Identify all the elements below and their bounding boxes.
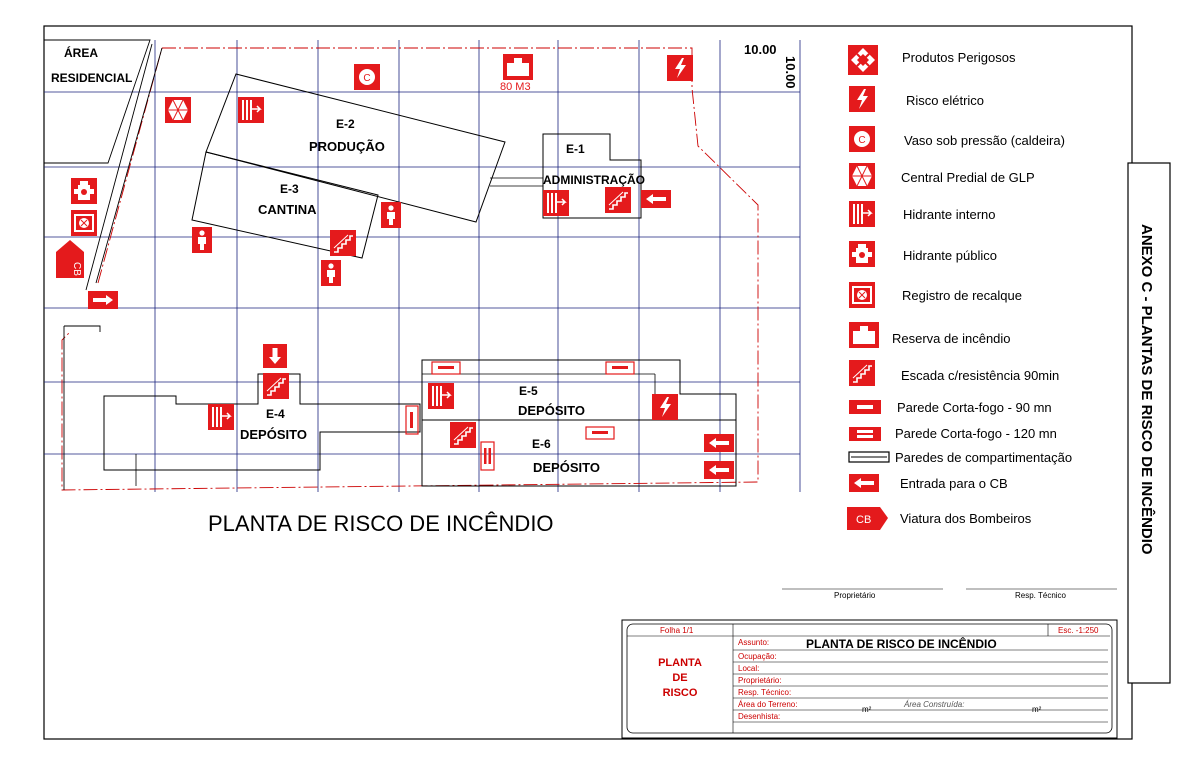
building-code: E-6	[532, 437, 551, 451]
building-name: PRODUÇÃO	[309, 139, 385, 154]
legend-label: Escada c/resistência 90min	[901, 368, 1060, 383]
street-edge-lower	[64, 326, 100, 490]
local-label: Local:	[738, 664, 760, 673]
building-code: E-3	[280, 182, 299, 196]
wall-90-icon	[586, 427, 614, 439]
subject-value: PLANTA DE RISCO DE INCÊNDIO	[806, 637, 997, 651]
signature-owner-label: Proprietário	[834, 591, 876, 600]
building-name: ADMINISTRAÇÃO	[543, 173, 645, 187]
internal-hydrant-icon	[238, 97, 264, 123]
stair-icon	[263, 373, 289, 399]
wall-90-icon	[406, 406, 418, 434]
internal-hydrant-icon	[543, 190, 569, 216]
area-label-1: ÁREA	[64, 46, 99, 60]
land-area-label: Área do Terreno:	[738, 700, 798, 709]
area-label-2: RESIDENCIAL	[51, 71, 133, 85]
gas-central-icon	[165, 97, 191, 123]
stair-icon	[849, 360, 875, 386]
legend	[847, 45, 1072, 530]
subject-label: Assunto:	[738, 638, 770, 647]
stair-icon	[330, 230, 356, 256]
building-code: E-1	[566, 142, 585, 156]
exit-person-icon	[381, 202, 401, 228]
lightning-icon	[652, 394, 678, 420]
reserve-tank-icon	[849, 322, 879, 348]
occupation-label: Ocupação:	[738, 652, 777, 661]
legend-label: Viatura dos Bombeiros	[900, 511, 1032, 526]
fire-truck-icon	[847, 507, 888, 530]
land-area-unit: m²	[862, 705, 872, 714]
gas-central-icon	[849, 163, 875, 189]
title-block	[622, 620, 1117, 738]
building-code: E-4	[266, 407, 285, 421]
stair-icon	[450, 422, 476, 448]
public-hydrant-icon	[71, 178, 97, 204]
stamp-line-1: PLANTA	[658, 657, 702, 669]
internal-hydrant-icon	[849, 201, 875, 227]
building-e4-outline	[104, 374, 420, 470]
wall-120-icon	[481, 442, 494, 470]
compartment-wall-icon	[849, 452, 889, 462]
sheet-number: Folha 1/1	[660, 626, 694, 635]
wall-120-icon	[849, 427, 881, 441]
scale-horizontal: 10.00	[744, 42, 777, 57]
reserve-tank-icon	[503, 54, 533, 80]
owner-label: Proprietário:	[738, 676, 782, 685]
legend-label: Reserva de incêndio	[892, 331, 1011, 346]
drawer-label: Desenhista:	[738, 712, 781, 721]
pressure-vessel-icon	[354, 64, 380, 90]
stamp-line-2: DE	[672, 672, 688, 684]
building-name: DEPÓSITO	[533, 460, 600, 475]
stamp-line-3: RISCO	[662, 687, 698, 699]
building-code: E-2	[336, 117, 355, 131]
legend-label: Entrada para o CB	[900, 476, 1008, 491]
drawing-scale: Esc. -1:250	[1058, 626, 1099, 635]
internal-hydrant-icon	[428, 383, 454, 409]
legend-label: Risco elétrico	[906, 93, 985, 108]
exit-person-icon	[321, 260, 341, 286]
legend-label: Parede Corta-fogo - 120 mn	[895, 426, 1057, 441]
building-name: DEPÓSITO	[240, 427, 307, 442]
exit-person-icon	[192, 227, 212, 253]
cb-entrance-arrow-icon	[88, 291, 118, 309]
legend-label: Central Predial de GLP	[901, 170, 1035, 185]
lightning-icon	[849, 86, 875, 112]
internal-hydrant-icon	[208, 404, 234, 430]
fire-risk-plan: C ÁREA RESIDENCIAL 10.00 10.00 80 M3 E-2 PRODUÇÃO E-3 CANTINA E-1 ADMINISTRAÇÃO E-4 DEPÓSITO E-5 DEPÓSITO E-6 DEPÓSITO PLANTA DE RISCO DE INCÊNDIO CB Produtos Perigosos Risco elétrico Vaso sob pressão (caldeira) Central Predial de GLP Hidrante interno Hidrante público Registro de recalque Reserva de incêndio Escada c/resistência 90min Parede Corta-fogo - 90 mn Parede Corta-fogo - 120 mn Paredes de compartimentação Entrada para o CB CB Viatura dos Bombeiros ANEXO C - PLANTAS DE RISCO DE INCÊNDIO Proprietário Resp. Técnico Folha 1/1 Esc. -1:250 PLANTA DE RISCO Assunto: PLANTA DE RISCO DE INCÊNDIO Ocupação: Local: Proprietário: Resp. Técnico: Área do Terreno: m² Área Construída: m² Desenhista:	[0, 0, 1199, 771]
pressure-vessel-icon	[849, 126, 875, 152]
building-name: CANTINA	[258, 202, 317, 217]
side-title: ANEXO C - PLANTAS DE RISCO DE INCÊNDIO	[1138, 224, 1155, 555]
legend-label: Paredes de compartimentação	[895, 450, 1073, 465]
tech-label: Resp. Técnico:	[738, 688, 792, 697]
stair-icon	[605, 187, 631, 213]
signature-tech-label: Resp. Técnico	[1015, 591, 1066, 600]
legend-label: Registro de recalque	[902, 288, 1022, 303]
recalque-icon	[849, 282, 875, 308]
legend-label: Parede Corta-fogo - 90 mn	[897, 400, 1052, 415]
cb-badge-text: CB	[71, 262, 82, 276]
exit-arrow-down-icon	[263, 344, 287, 368]
built-area-label: Área Construída:	[904, 700, 965, 709]
cb-entrance-arrow-icon	[849, 474, 879, 492]
building-name: DEPÓSITO	[518, 403, 585, 418]
legend-label: Vaso sob pressão (caldeira)	[904, 133, 1065, 148]
cb-entrance-arrow-icon	[641, 190, 671, 208]
recalque-icon	[71, 210, 97, 236]
building-code: E-5	[519, 384, 538, 398]
lightning-icon	[667, 55, 693, 81]
cb-badge-text: CB	[856, 514, 872, 526]
scale-vertical: 10.00	[783, 56, 798, 89]
legend-label: Hidrante interno	[903, 207, 996, 222]
built-area-unit: m²	[1032, 705, 1042, 714]
wall-90-icon	[849, 400, 881, 414]
legend-label: Hidrante público	[903, 248, 997, 263]
tank-volume: 80 M3	[500, 81, 531, 93]
fire-truck-icon	[56, 240, 84, 278]
map-title: PLANTA DE RISCO DE INCÊNDIO	[208, 511, 554, 536]
wall-90-icon	[606, 362, 634, 374]
public-hydrant-icon	[849, 241, 875, 267]
wall-90-icon	[432, 362, 460, 374]
cb-entrance-arrow-icon	[704, 461, 734, 479]
diamond-hazard-icon	[848, 45, 878, 75]
legend-label: Produtos Perigosos	[902, 50, 1016, 65]
cb-entrance-arrow-icon	[704, 434, 734, 452]
